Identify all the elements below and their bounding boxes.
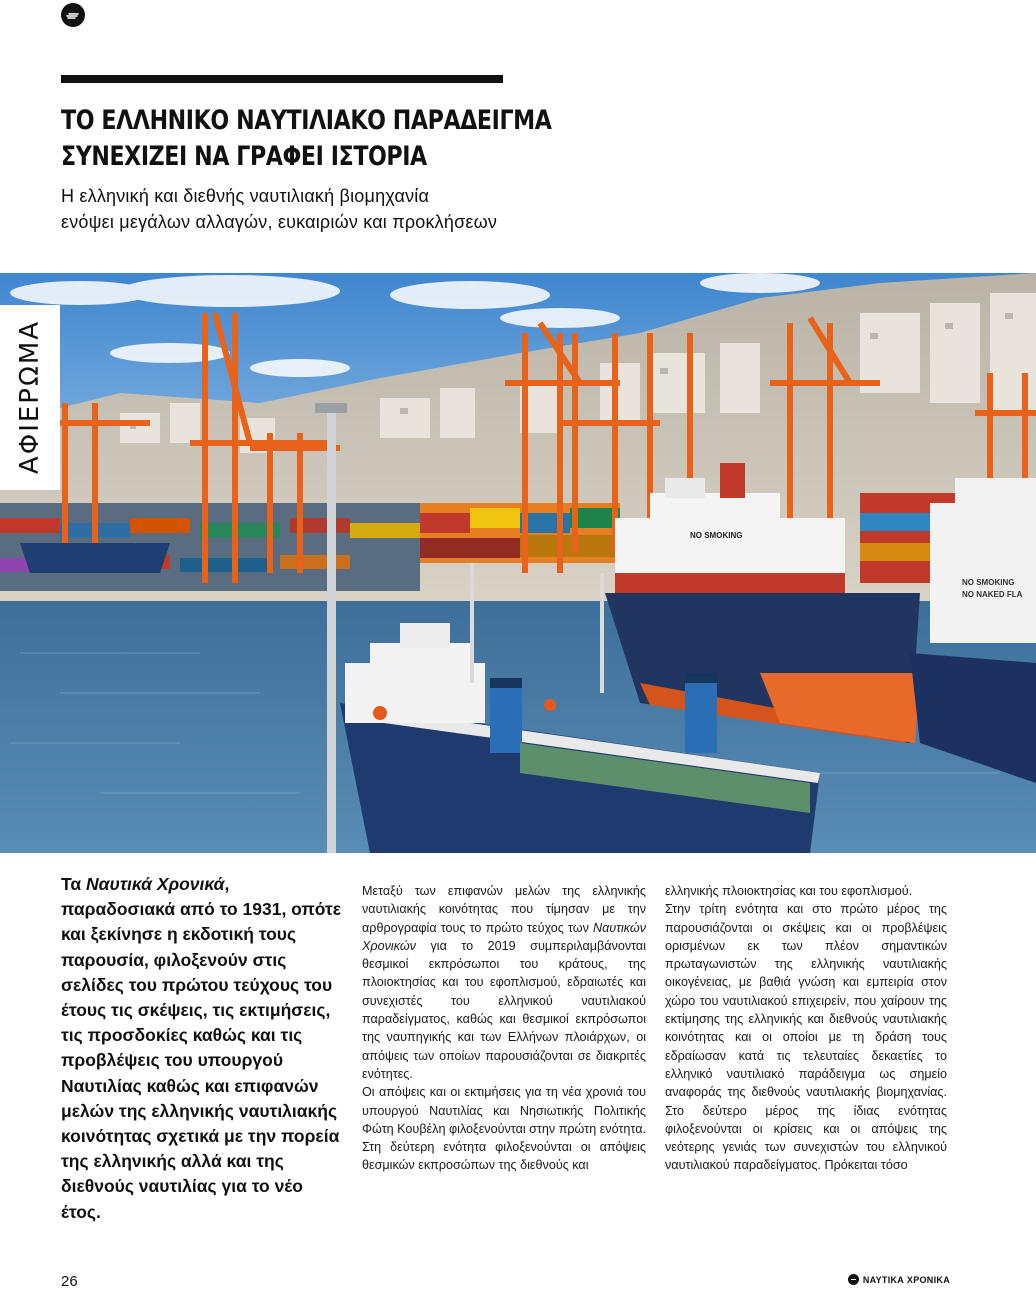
article-subtitle bbox=[61, 183, 581, 235]
col2-paragraph-2: Οι απόψεις και οι εκτιμήσεις για τη νέα χρονιά του υπουργού Ναυτιλίας και Νησιωτικής Πολιτικής Φώτη Κουβέλη φιλοξενούνται στην πρώτη ενότητα. bbox=[362, 1085, 646, 1136]
moored-ship-left bbox=[20, 543, 170, 573]
ship-marking-3: NO NAKED FLA bbox=[962, 590, 1023, 599]
headline-line-2: ΣΥΝΕΧΙΖΕΙ ΝΑ ΓΡΑΦΕΙ ΙΣΤΟΡΙΑ bbox=[61, 141, 427, 172]
footer-brand-name: ΝΑΥΤΙΚΑ ΧΡΟΝΙΚΑ bbox=[862, 1274, 950, 1285]
page-number: 26 bbox=[61, 1273, 78, 1290]
body-column-3 bbox=[665, 882, 947, 1175]
footer-brand bbox=[848, 1274, 950, 1285]
ship-marking-2: NO SMOKING bbox=[962, 578, 1015, 587]
section-label: ΑΦΙΕΡΩΜΑ bbox=[15, 319, 45, 475]
subtitle-line-1: Η ελληνική και διεθνής ναυτιλιακή βιομηχανία bbox=[61, 186, 430, 206]
col3-paragraph-2: Στην τρίτη ενότητα και στο πρώτο μέρος της παρουσιάζονται οι σκέψεις και οι προβλέψεις ορισμένων εκ των πλέον σημαντικών πρωταγωνιστών της ελληνικής ναυτιλιακής οικογένειας, με βαθιά γνώση και εμπειρία στον χώρο του ναυτιλιακού επιχειρείν, που χαίρουν της εκτίμησης της ελληνικής και διεθνούς ναυτιλιακής κοινότητας και οι οποίοι με τη δράση τους εδραίωσαν κατά τις τελευταίες δεκαετίες το ελληνικό ναυτιλιακό παράδειγμα ως σημείο αναφοράς της διεθνούς ναυτιλιακής βιομηχανίας. Στο δεύτερο μέρος της ίδιας ενότητας φιλοξενούνται οι κρίσεις και οι απόψεις της νεότερης γενιάς των συνεχιστών του ελληνικού ναυτιλιακού παραδείγματος. Πρόκειται τόσο bbox=[665, 902, 947, 1173]
body-column-2 bbox=[362, 882, 646, 1175]
col3-paragraph-1: ελληνικής πλοιοκτησίας και του εφοπλισμού. bbox=[665, 884, 913, 898]
lead-text-start: Τα bbox=[61, 874, 87, 894]
light-pole bbox=[327, 408, 336, 853]
brand-logo-icon bbox=[848, 1274, 859, 1285]
lead-paragraph bbox=[61, 872, 346, 1225]
col2-text-1a: Μεταξύ των επιφανών μελών της ελληνικής ναυτιλιακής κοινότητας που τίμησαν με την αρθρογραφία τους το πρώτο τεύχος των bbox=[362, 884, 646, 935]
lead-text: , παραδοσιακά από το 1931, οπότε και ξεκίνησε η εκδοτική τους παρουσία, φιλοξενούν στις σελίδες του πρώτου τεύχους του έτους τις σκέψεις, τις εκτιμήσεις, τις προσδοκίες καθώς και τις προβλέψεις του υπουργού Ναυτιλίας καθώς και επιφανών μελών της ελληνικής ναυτιλιακής κοινότητας σχετικά με την πορεία της ελληνικής αλλά και της διεθνούς ναυτιλίας για το νέο έτος. bbox=[61, 874, 342, 1222]
col2-paragraph-3: Στη δεύτερη ενότητα φιλοξενούνται οι απόψεις θεσμικών εκπροσώπων της διεθνούς και bbox=[362, 1140, 646, 1173]
headline-line-1: ΤΟ ΕΛΛΗΝΙΚΟ ΝΑΥΤΙΛΙΑΚΟ ΠΑΡΑΔΕΙΓΜΑ bbox=[61, 105, 552, 136]
magazine-logo-icon bbox=[61, 3, 85, 27]
lead-publication-name: Ναυτικά Χρονικά bbox=[86, 874, 225, 894]
subtitle-line-2: ενόψει μεγάλων αλλαγών, ευκαιριών και προκλήσεων bbox=[61, 212, 498, 232]
col2-publication-name: Ναυτικών Χρονικών bbox=[362, 920, 646, 953]
article-headline bbox=[61, 103, 553, 175]
top-rule bbox=[61, 75, 503, 83]
ship-marking-1: NO SMOKING bbox=[690, 531, 743, 540]
col2-text-1b: για το 2019 συμπεριλαμβάνονται θεσμικοί εκπρόσωποι του κράτους, της πλοιοκτησίας και του εφοπλισμού, εδραιωτές και συνεχιστές του ελληνικού ναυτιλιακού παραδείγματος, καθώς και θεσμικοί εκπρόσωποι της ναυπηγικής και των Ελλήνων πλοιάρχων, οι απόψεις των οποίων παρουσιάζονται σε διακριτές ενότητες. bbox=[362, 938, 646, 1081]
port-photo bbox=[0, 273, 1036, 853]
